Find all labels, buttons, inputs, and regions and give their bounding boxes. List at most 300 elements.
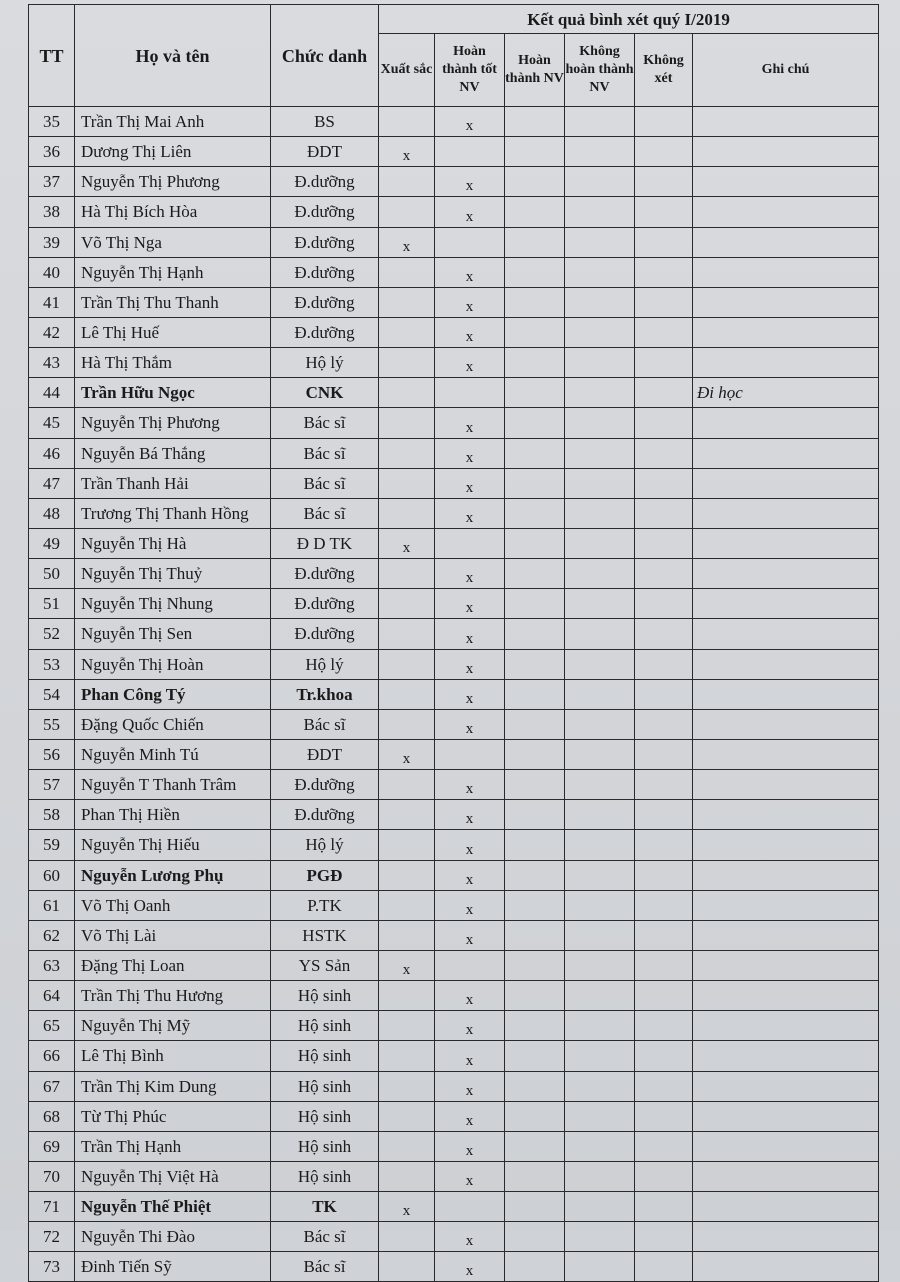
- result-mark-cell: [635, 1192, 693, 1222]
- result-mark-cell: [635, 920, 693, 950]
- result-mark-cell: [505, 589, 565, 619]
- row-name: Trần Thanh Hải: [75, 468, 271, 498]
- row-title: CNK: [271, 378, 379, 408]
- table-row: [29, 739, 879, 769]
- row-name: Nguyễn Lương Phụ: [75, 860, 271, 890]
- result-mark-cell: x: [435, 679, 505, 709]
- table-row: [29, 1192, 879, 1222]
- result-mark-cell: x: [435, 770, 505, 800]
- result-mark-cell: [565, 649, 635, 679]
- result-mark-cell: [635, 589, 693, 619]
- row-number: 58: [29, 800, 75, 830]
- row-name: Nguyễn Thị Phương: [75, 167, 271, 197]
- row-number: 43: [29, 348, 75, 378]
- row-number: 47: [29, 468, 75, 498]
- result-mark-cell: [565, 1101, 635, 1131]
- row-note: [693, 137, 879, 167]
- result-mark-cell: x: [435, 559, 505, 589]
- row-note: [693, 619, 879, 649]
- row-title: Đ.dưỡng: [271, 619, 379, 649]
- row-number: 56: [29, 739, 75, 769]
- result-mark-cell: [505, 1101, 565, 1131]
- result-mark-cell: [635, 167, 693, 197]
- result-mark-cell: [635, 860, 693, 890]
- row-number: 51: [29, 589, 75, 619]
- result-mark-cell: [635, 770, 693, 800]
- row-name: Võ Thị Oanh: [75, 890, 271, 920]
- result-mark-cell: [565, 498, 635, 528]
- row-note: [693, 1041, 879, 1071]
- row-note: [693, 167, 879, 197]
- result-mark-cell: [379, 830, 435, 860]
- header-not-completed: Không hoàn thành NV: [565, 34, 635, 107]
- result-mark-cell: [565, 830, 635, 860]
- row-number: 37: [29, 167, 75, 197]
- result-mark-cell: [505, 107, 565, 137]
- result-mark-cell: [635, 800, 693, 830]
- result-mark-cell: [379, 1161, 435, 1191]
- result-mark-cell: x: [435, 890, 505, 920]
- result-mark-cell: [379, 860, 435, 890]
- result-mark-cell: x: [435, 257, 505, 287]
- row-title: HSTK: [271, 920, 379, 950]
- result-mark-cell: [379, 1071, 435, 1101]
- result-mark-cell: [635, 679, 693, 709]
- table-row: [29, 257, 879, 287]
- row-name: Trương Thị Thanh Hồng: [75, 498, 271, 528]
- result-mark-cell: [635, 1161, 693, 1191]
- row-note: Đi học: [693, 378, 879, 408]
- result-mark-cell: [379, 1011, 435, 1041]
- table-row: [29, 800, 879, 830]
- result-mark-cell: [565, 1222, 635, 1252]
- row-number: 44: [29, 378, 75, 408]
- result-mark-cell: [505, 1011, 565, 1041]
- row-title: Tr.khoa: [271, 679, 379, 709]
- result-mark-cell: [565, 619, 635, 649]
- result-mark-cell: [565, 348, 635, 378]
- row-title: Hộ sinh: [271, 1101, 379, 1131]
- row-note: [693, 589, 879, 619]
- result-mark-cell: x: [435, 830, 505, 860]
- result-mark-cell: [379, 649, 435, 679]
- result-mark-cell: [435, 528, 505, 558]
- result-mark-cell: [635, 890, 693, 920]
- row-number: 57: [29, 770, 75, 800]
- result-mark-cell: [379, 1252, 435, 1282]
- row-title: Đ.dưỡng: [271, 287, 379, 317]
- result-mark-cell: x: [435, 1071, 505, 1101]
- result-mark-cell: [505, 468, 565, 498]
- result-mark-cell: [505, 197, 565, 227]
- result-mark-cell: [565, 1011, 635, 1041]
- row-note: [693, 739, 879, 769]
- result-mark-cell: [565, 287, 635, 317]
- result-mark-cell: [565, 1071, 635, 1101]
- row-name: Nguyễn Thi Đào: [75, 1222, 271, 1252]
- result-mark-cell: [379, 317, 435, 347]
- table-row: [29, 107, 879, 137]
- table-row: [29, 1071, 879, 1101]
- result-mark-cell: x: [435, 649, 505, 679]
- row-title: Đ D TK: [271, 528, 379, 558]
- result-mark-cell: x: [379, 1192, 435, 1222]
- row-name: Dương Thị Liên: [75, 137, 271, 167]
- result-mark-cell: x: [435, 1011, 505, 1041]
- table-row: [29, 1161, 879, 1191]
- row-number: 35: [29, 107, 75, 137]
- result-mark-cell: [379, 468, 435, 498]
- row-name: Trần Thị Thu Thanh: [75, 287, 271, 317]
- result-mark-cell: [635, 981, 693, 1011]
- row-name: Nguyễn Thị Việt Hà: [75, 1161, 271, 1191]
- table-row: [29, 197, 879, 227]
- result-mark-cell: x: [435, 1131, 505, 1161]
- result-mark-cell: [379, 1041, 435, 1071]
- row-title: ĐDT: [271, 739, 379, 769]
- result-mark-cell: [505, 137, 565, 167]
- result-mark-cell: [565, 920, 635, 950]
- row-name: Trần Thị Kim Dung: [75, 1071, 271, 1101]
- result-mark-cell: [635, 619, 693, 649]
- result-mark-cell: x: [435, 197, 505, 227]
- row-note: [693, 1011, 879, 1041]
- row-note: [693, 197, 879, 227]
- result-mark-cell: [505, 408, 565, 438]
- result-mark-cell: [379, 679, 435, 709]
- row-name: Võ Thị Nga: [75, 227, 271, 257]
- result-mark-cell: [635, 739, 693, 769]
- result-mark-cell: [565, 167, 635, 197]
- table-row: [29, 1252, 879, 1282]
- table-row: [29, 619, 879, 649]
- result-mark-cell: [505, 1041, 565, 1071]
- result-mark-cell: [505, 619, 565, 649]
- row-title: Bác sĩ: [271, 468, 379, 498]
- result-mark-cell: [379, 107, 435, 137]
- row-note: [693, 649, 879, 679]
- result-mark-cell: [635, 137, 693, 167]
- result-mark-cell: [379, 408, 435, 438]
- table-body: [29, 107, 879, 1282]
- row-note: [693, 1161, 879, 1191]
- row-note: [693, 287, 879, 317]
- result-mark-cell: [505, 739, 565, 769]
- result-mark-cell: [505, 317, 565, 347]
- result-mark-cell: x: [435, 589, 505, 619]
- row-title: Đ.dưỡng: [271, 559, 379, 589]
- result-mark-cell: [565, 528, 635, 558]
- result-mark-cell: x: [435, 498, 505, 528]
- row-title: Hộ sinh: [271, 1011, 379, 1041]
- table-row: [29, 830, 879, 860]
- row-title: Đ.dưỡng: [271, 197, 379, 227]
- result-mark-cell: [635, 227, 693, 257]
- result-mark-cell: x: [379, 739, 435, 769]
- table-row: [29, 167, 879, 197]
- result-mark-cell: x: [435, 981, 505, 1011]
- result-mark-cell: [505, 860, 565, 890]
- row-note: [693, 1222, 879, 1252]
- row-number: 54: [29, 679, 75, 709]
- row-note: [693, 920, 879, 950]
- row-note: [693, 528, 879, 558]
- result-mark-cell: [565, 589, 635, 619]
- row-note: [693, 860, 879, 890]
- row-title: Bác sĩ: [271, 408, 379, 438]
- result-mark-cell: x: [435, 800, 505, 830]
- row-note: [693, 890, 879, 920]
- table-row: [29, 317, 879, 347]
- header-note: Ghi chú: [693, 34, 879, 107]
- row-title: Hộ lý: [271, 830, 379, 860]
- result-mark-cell: [635, 468, 693, 498]
- result-mark-cell: x: [435, 1101, 505, 1131]
- row-note: [693, 227, 879, 257]
- result-mark-cell: [635, 498, 693, 528]
- row-number: 64: [29, 981, 75, 1011]
- row-number: 45: [29, 408, 75, 438]
- header-result-group: Kết quả bình xét quý I/2019: [379, 5, 879, 34]
- result-mark-cell: [635, 709, 693, 739]
- result-mark-cell: x: [435, 920, 505, 950]
- result-mark-cell: [505, 890, 565, 920]
- row-number: 55: [29, 709, 75, 739]
- result-mark-cell: [635, 197, 693, 227]
- header-excellent: Xuất sắc: [379, 34, 435, 107]
- header-good: Hoàn thành tốt NV: [435, 34, 505, 107]
- result-mark-cell: x: [435, 1222, 505, 1252]
- result-mark-cell: [635, 438, 693, 468]
- result-mark-cell: [505, 981, 565, 1011]
- result-mark-cell: [379, 1222, 435, 1252]
- row-name: Phan Công Tý: [75, 679, 271, 709]
- row-number: 68: [29, 1101, 75, 1131]
- row-title: P.TK: [271, 890, 379, 920]
- row-note: [693, 408, 879, 438]
- table-row: [29, 890, 879, 920]
- result-mark-cell: [505, 378, 565, 408]
- result-mark-cell: x: [435, 348, 505, 378]
- result-mark-cell: [565, 137, 635, 167]
- table-row: [29, 348, 879, 378]
- row-name: Hà Thị Bích Hòa: [75, 197, 271, 227]
- result-mark-cell: [379, 1101, 435, 1131]
- row-number: 60: [29, 860, 75, 890]
- result-mark-cell: [565, 1041, 635, 1071]
- table-row: [29, 408, 879, 438]
- row-name: Hà Thị Thắm: [75, 348, 271, 378]
- row-number: 52: [29, 619, 75, 649]
- result-mark-cell: [505, 649, 565, 679]
- row-name: Đặng Thị Loan: [75, 950, 271, 980]
- result-mark-cell: [635, 317, 693, 347]
- row-note: [693, 679, 879, 709]
- result-mark-cell: [635, 1131, 693, 1161]
- row-title: Bác sĩ: [271, 1222, 379, 1252]
- row-note: [693, 1101, 879, 1131]
- result-mark-cell: [505, 1131, 565, 1161]
- table-row: [29, 981, 879, 1011]
- result-mark-cell: [565, 1192, 635, 1222]
- result-mark-cell: [435, 227, 505, 257]
- result-mark-cell: [379, 800, 435, 830]
- result-mark-cell: [505, 287, 565, 317]
- row-name: Nguyễn Thị Hà: [75, 528, 271, 558]
- row-title: Đ.dưỡng: [271, 317, 379, 347]
- result-mark-cell: [635, 950, 693, 980]
- result-mark-cell: [505, 830, 565, 860]
- row-title: Đ.dưỡng: [271, 770, 379, 800]
- header-completed: Hoàn thành NV: [505, 34, 565, 107]
- result-mark-cell: [565, 860, 635, 890]
- row-title: Hộ sinh: [271, 1131, 379, 1161]
- result-mark-cell: [565, 378, 635, 408]
- result-mark-cell: [379, 378, 435, 408]
- result-mark-cell: [505, 1222, 565, 1252]
- result-mark-cell: [635, 1252, 693, 1282]
- result-mark-cell: x: [435, 107, 505, 137]
- row-note: [693, 800, 879, 830]
- row-name: Nguyễn Thị Nhung: [75, 589, 271, 619]
- result-mark-cell: [565, 257, 635, 287]
- result-mark-cell: [635, 257, 693, 287]
- result-mark-cell: x: [379, 137, 435, 167]
- row-number: 61: [29, 890, 75, 920]
- result-mark-cell: x: [435, 438, 505, 468]
- row-note: [693, 317, 879, 347]
- row-name: Nguyễn Thị Thuỷ: [75, 559, 271, 589]
- row-title: Bác sĩ: [271, 1252, 379, 1282]
- row-number: 71: [29, 1192, 75, 1222]
- row-number: 40: [29, 257, 75, 287]
- result-mark-cell: x: [435, 1041, 505, 1071]
- row-number: 72: [29, 1222, 75, 1252]
- result-mark-cell: [505, 770, 565, 800]
- row-number: 66: [29, 1041, 75, 1071]
- row-title: Hộ sinh: [271, 981, 379, 1011]
- row-name: Nguyễn Thị Mỹ: [75, 1011, 271, 1041]
- result-mark-cell: [505, 1161, 565, 1191]
- result-mark-cell: [565, 408, 635, 438]
- result-mark-cell: [565, 559, 635, 589]
- result-mark-cell: [565, 197, 635, 227]
- row-number: 59: [29, 830, 75, 860]
- result-mark-cell: [565, 800, 635, 830]
- result-mark-cell: x: [435, 468, 505, 498]
- table-row: [29, 227, 879, 257]
- result-mark-cell: [565, 950, 635, 980]
- result-mark-cell: [635, 830, 693, 860]
- row-note: [693, 468, 879, 498]
- result-mark-cell: [435, 378, 505, 408]
- row-name: Nguyễn Thị Hoàn: [75, 649, 271, 679]
- table-row: [29, 1011, 879, 1041]
- header-not-evaluated: Không xét: [635, 34, 693, 107]
- row-name: Trần Thị Mai Anh: [75, 107, 271, 137]
- result-mark-cell: [505, 1071, 565, 1101]
- result-mark-cell: [505, 709, 565, 739]
- row-number: 67: [29, 1071, 75, 1101]
- result-mark-cell: x: [435, 408, 505, 438]
- result-mark-cell: [505, 800, 565, 830]
- result-mark-cell: [505, 920, 565, 950]
- row-title: Đ.dưỡng: [271, 167, 379, 197]
- row-note: [693, 107, 879, 137]
- result-mark-cell: [565, 1161, 635, 1191]
- result-mark-cell: [379, 709, 435, 739]
- row-number: 53: [29, 649, 75, 679]
- table-row: [29, 559, 879, 589]
- result-mark-cell: x: [435, 317, 505, 347]
- result-mark-cell: [505, 950, 565, 980]
- header-name: Họ và tên: [75, 5, 271, 107]
- row-note: [693, 950, 879, 980]
- row-number: 46: [29, 438, 75, 468]
- row-title: YS Sản: [271, 950, 379, 980]
- table-row: [29, 589, 879, 619]
- row-note: [693, 709, 879, 739]
- row-number: 39: [29, 227, 75, 257]
- table-row: [29, 649, 879, 679]
- row-name: Nguyễn Minh Tú: [75, 739, 271, 769]
- table-row: [29, 468, 879, 498]
- result-mark-cell: [379, 167, 435, 197]
- row-title: Đ.dưỡng: [271, 227, 379, 257]
- result-mark-cell: [505, 167, 565, 197]
- row-title: ĐDT: [271, 137, 379, 167]
- row-title: Hộ sinh: [271, 1071, 379, 1101]
- row-name: Lê Thị Huế: [75, 317, 271, 347]
- table-row: [29, 438, 879, 468]
- row-number: 69: [29, 1131, 75, 1161]
- result-mark-cell: x: [435, 287, 505, 317]
- result-mark-cell: [379, 348, 435, 378]
- table-row: [29, 528, 879, 558]
- result-mark-cell: [505, 559, 565, 589]
- result-mark-cell: [635, 107, 693, 137]
- row-number: 65: [29, 1011, 75, 1041]
- result-mark-cell: [565, 890, 635, 920]
- row-name: Nguyễn T Thanh Trâm: [75, 770, 271, 800]
- result-mark-cell: x: [379, 528, 435, 558]
- result-mark-cell: [379, 890, 435, 920]
- row-title: Đ.dưỡng: [271, 257, 379, 287]
- result-mark-cell: [565, 227, 635, 257]
- result-mark-cell: [635, 1011, 693, 1041]
- table-row: [29, 920, 879, 950]
- result-mark-cell: x: [379, 950, 435, 980]
- row-title: TK: [271, 1192, 379, 1222]
- row-name: Phan Thị Hiền: [75, 800, 271, 830]
- row-name: Trần Thị Hạnh: [75, 1131, 271, 1161]
- row-number: 50: [29, 559, 75, 589]
- table-row: [29, 770, 879, 800]
- table-row: [29, 1041, 879, 1071]
- result-mark-cell: [635, 528, 693, 558]
- result-mark-cell: [435, 950, 505, 980]
- row-note: [693, 348, 879, 378]
- table-row: [29, 287, 879, 317]
- row-name: Võ Thị Lài: [75, 920, 271, 950]
- result-mark-cell: [635, 1071, 693, 1101]
- row-title: Bác sĩ: [271, 709, 379, 739]
- table-row: [29, 1101, 879, 1131]
- result-mark-cell: [565, 107, 635, 137]
- row-title: PGĐ: [271, 860, 379, 890]
- header-tt: TT: [29, 5, 75, 107]
- row-note: [693, 1071, 879, 1101]
